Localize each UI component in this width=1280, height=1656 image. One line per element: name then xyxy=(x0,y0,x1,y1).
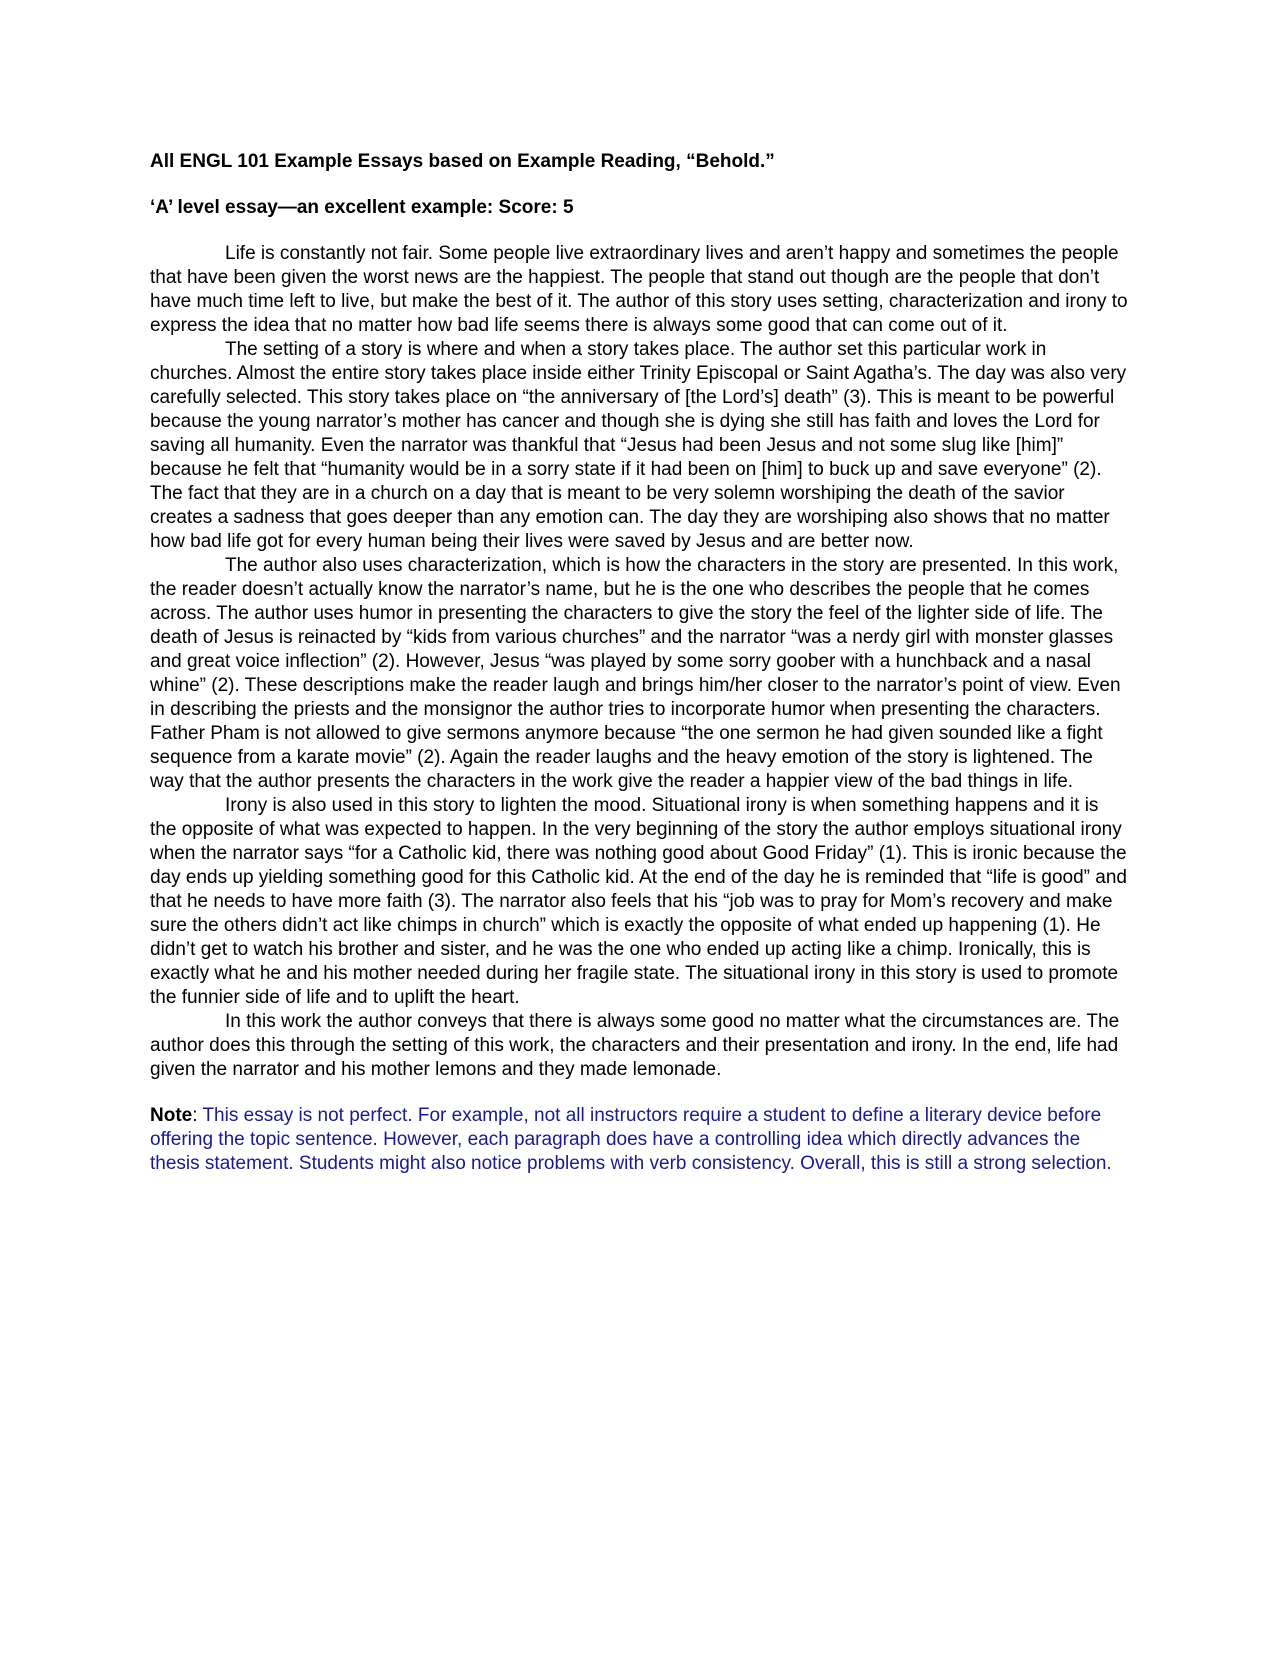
instructor-note xyxy=(150,1104,1130,1176)
note-label: Note xyxy=(150,1105,193,1126)
document-title: All ENGL 101 Example Essays based on Example Reading, “Behold.” xyxy=(150,151,775,172)
essay-paragraph-conclusion: In this work the author conveys that there is always some good no matter what the circumstances are. The author does this through the setting of this work, the characters and their presentation and irony. In the end, life had given the narrator and his mother lemons and they made lemonade. xyxy=(150,1011,1120,1080)
essay-paragraph-irony: Irony is also used in this story to lighten the mood. Situational irony is when something happens and it is the opposite of what was expected to happen. In the very beginning of the story the author employs situational irony when the narrator says “for a Catholic kid, there was nothing good about Good Friday” (1). This is ironic because the day ends up yielding something good for this Catholic kid. At the end of the day he is reminded that “life is good” and that he needs to have more faith (3). The narrator also feels that his “job was to pray for Mom’s recovery and make sure the others didn’t act like chimps in church” which is exactly the opposite of what ended up happening (1). He didn’t get to watch his brother and sister, and he was the one who ended up acting like a chimp. Ironically, this is exactly what he and his mother needed during her fragile state. The situational irony in this story is used to promote the funnier side of life and to uplift the heart. xyxy=(150,795,1127,1008)
essay-paragraph-characterization: The author also uses characterization, which is how the characters in the story are presented. In this work, the reader doesn’t actually know the narrator’s name, but he is the one who describes the people that he comes across. The author uses humor in presenting the characters to give the story the feel of the lighter side of life. The death of Jesus is reinacted by “kids from various churches” and the narrator “was a nerdy girl with monster glasses and great voice inflection” (2). However, Jesus “was played by some sorry goober with a hunchback and a nasal whine” (2). These descriptions make the reader laugh and brings him/her closer to the narrator’s point of view. Even in describing the priests and the monsignor the author tries to incorporate humor when presenting the characters. Father Pham is not allowed to give sermons anymore because “the one sermon he had given sounded like a fight sequence from a karate movie” (2). Again the reader laughs and the heavy emotion of the story is lightened. The way that the author presents the characters in the work give the reader a happier view of the bad things in life. xyxy=(150,555,1121,792)
note-text: This essay is not perfect. For example, not all instructors require a student to define a literary device before offering the topic sentence. However, each paragraph does have a controlling idea which directly advances the thesis statement. Students might also notice problems with verb consistency. Overall, this is still a strong selection. xyxy=(150,1105,1112,1174)
essay-grade-heading: ‘A’ level essay—an excellent example: Score: 5 xyxy=(150,197,574,218)
document-content xyxy=(150,150,1130,1176)
essay-paragraph-introduction: Life is constantly not fair. Some people live extraordinary lives and aren’t happy and sometimes the people that have been given the worst news are the happiest. The people that stand out though are the people that don’t have much time left to live, but make the best of it. The author of this story uses setting, characterization and irony to express the idea that no matter how bad life seems there is always some good that can come out of it. xyxy=(150,243,1128,336)
note-colon: : xyxy=(192,1105,198,1126)
essay-paragraph-setting: The setting of a story is where and when a story takes place. The author set this particular work in churches. Almost the entire story takes place inside either Trinity Episcopal or Saint Agatha’s. The day was also very carefully selected. This story takes place on “the anniversary of [the Lord’s] death” (3). This is meant to be powerful because the young narrator’s mother has cancer and though she is dying she still has faith and loves the Lord for saving all humanity. Even the narrator was thankful that “Jesus had been Jesus and not some slug like [him]” because he felt that “humanity would be in a sorry state if it had been on [him] to buck up and save everyone” (2). The fact that they are in a church on a day that is meant to be very solemn worshiping the death of the savior creates a sadness that goes deeper than any emotion can. The day they are worshiping also shows that no matter how bad life got for every human being their lives were saved by Jesus and are better now. xyxy=(150,339,1127,552)
essay-body xyxy=(150,242,1130,1082)
